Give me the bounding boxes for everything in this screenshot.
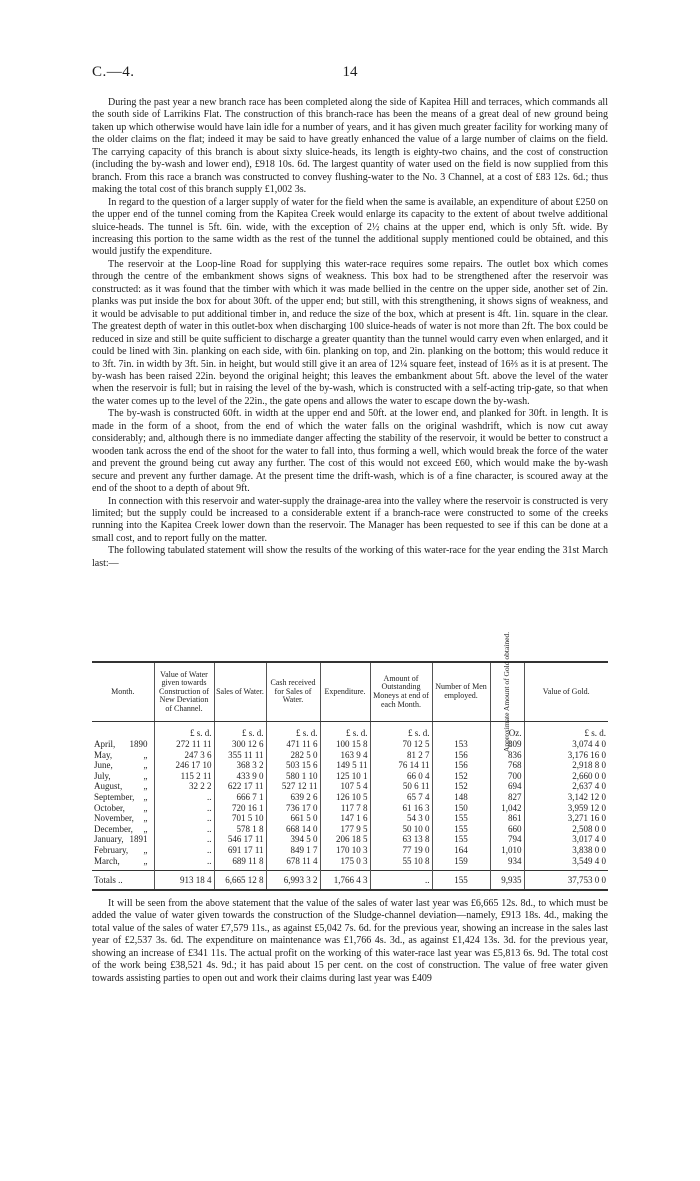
body-text-bottom [92,898,608,985]
paragraph-reservoir: The reservoir at the Loop-line Road for supplying this water-race requires some repairs. The outlet box which comes through the centre of the embankment shows signs of weakness. This box had to be strengthened after the reservoir was constructed: as it was found that the timber with which it was made bellied in the centre on the upper side, another set of 2in. planks was put inside the box for about 30ft. of the upper end; but still, with this strengthening, it shows signs of weakness, and it would be advisable to put additional timber in, and reduce the size of the box, which at present is 4ft. 1in. square in the clear. The greatest depth of water in this outlet-box when discharging 100 sluice-heads of water is not more than 2ft. The box could be reduced in size and still be quite sufficient to discharge a greater quantity than the tunnel would carry even when enlarged, and it could be lined with 3in. planking on each side, with 6in. planking on top, and 2in. planking on the bottom; this would reduce it to 3ft. 7in. in width by 3ft. 5in. in height, but would still give it an area of 12¼ square feet, instead of 16⅔ as it is at present. The by-wash has been raised 22in. beyond the original height; this leaves the embankment about 5ft. above the level of the water when the reservoir is full; but in raising the level of the by-wash, which is constructed with a self-acting trip-gate, so that when the water comes up to the level of the 22in., the gate opens and allows the water to escape down the by-wash. [92,258,608,407]
table-row [92,856,608,867]
cell-month [92,781,154,792]
header-gold-obtained-text: Approximate Amount of Gold obtained. [502,631,511,753]
cell-expenditure: 107 5 4 [320,781,370,792]
page-header [92,64,608,84]
table-row [92,760,608,771]
cell-gold-oz: 861 [490,813,524,824]
cell-month [92,845,154,856]
month-year: „ [143,791,148,802]
cell-value: 115 2 11 [154,771,214,782]
cell-expenditure: 147 1 6 [320,813,370,824]
unit-expenditure: £ s. d. [320,722,370,740]
cell-men: 152 [432,771,490,782]
table-row [92,845,608,856]
cell-outstanding: 61 16 3 [370,803,432,814]
month-year: „ [143,802,148,813]
totals-value: 913 18 4 [154,871,214,891]
cell-gold-oz: 700 [490,771,524,782]
cell-expenditure: 163 9 4 [320,750,370,761]
month-name: March, [94,855,120,866]
cell-value: .. [154,845,214,856]
cell-men: 156 [432,750,490,761]
cell-sales: 720 16 1 [214,803,266,814]
cell-cash: 394 5 0 [266,834,320,845]
cell-outstanding: 81 2 7 [370,750,432,761]
cell-men: 164 [432,845,490,856]
cell-cash: 503 15 6 [266,760,320,771]
month-name: February, [94,844,129,855]
cell-outstanding: 66 0 4 [370,771,432,782]
month-year: „ [143,781,148,792]
header-cash-received: Cash received for Sales of Water. [266,662,320,722]
cell-gold-value: 3,271 16 0 [524,813,608,824]
cell-gold-oz: 809 [490,739,524,750]
month-name: June, [94,760,113,771]
cell-cash: 668 14 0 [266,824,320,835]
totals-gold-oz: 9,935 [490,871,524,891]
unit-cash: £ s. d. [266,722,320,740]
cell-expenditure: 206 18 5 [320,834,370,845]
totals-row [92,871,608,891]
cell-gold-oz: 694 [490,781,524,792]
cell-outstanding: 63 13 8 [370,834,432,845]
unit-month [92,722,154,740]
table-row [92,803,608,814]
month-year: „ [143,760,148,771]
month-name: April, [94,739,116,749]
body-text-top [92,97,608,570]
totals-gold-value: 37,753 0 0 [524,871,608,891]
cell-cash: 736 17 0 [266,803,320,814]
cell-gold-oz: 836 [490,750,524,761]
cell-men: 156 [432,760,490,771]
month-year: „ [143,855,148,866]
cell-sales: 691 17 11 [214,845,266,856]
table-row [92,771,608,782]
cell-gold-value: 2,918 8 0 [524,760,608,771]
cell-outstanding: 54 3 0 [370,813,432,824]
month-year: „ [143,823,148,834]
unit-gold-value: £ s. d. [524,722,608,740]
table-row [92,834,608,845]
month-name: May, [94,749,113,760]
cell-men: 155 [432,834,490,845]
cell-value: .. [154,834,214,845]
cell-value: .. [154,792,214,803]
cell-month [92,792,154,803]
cell-month [92,803,154,814]
month-name: July, [94,770,111,781]
paragraph-table-intro: The following tabulated statement will show the results of the working of this water-race for the year ending the 31st March last:— [92,545,608,569]
month-name: October, [94,802,125,813]
cell-outstanding: 50 10 0 [370,824,432,835]
cell-value: 272 11 11 [154,739,214,750]
cell-value: 247 3 6 [154,750,214,761]
paragraph-larger-supply: In regard to the question of a larger supply of water for the field when the same is available, an expenditure of about £250 on the upper end of the tunnel coming from the Kapitea Creek would enlarge its capacity to the extent of about twelve additional sluice-heads. The tunnel is 5ft. 6in. wide, with the exception of 2½ chains at the upper end, which is only 5ft. wide. By increasing this portion to the same width as the rest of the tunnel the additional supply mentioned could be obtained, and this would justify the expenditure. [92,196,608,258]
cell-outstanding: 76 14 11 [370,760,432,771]
table-row [92,781,608,792]
header-men-employed: Number of Men employed. [432,662,490,722]
cell-cash: 661 5 0 [266,813,320,824]
paragraph-drainage-area: In connection with this reservoir and water-supply the drainage-area into the valley where the reservoir is constructed is very limited; but the supply could be increased to a considerable extent if a branch-race were constructed to some of the creeks running into the Kapitea Creek lower down than the reservoir. The Manager has been requested to see if this can be done at a small cost, and to report fully on the matter. [92,495,608,544]
cell-gold-value: 3,549 4 0 [524,856,608,867]
month-year: 1890 [129,739,148,749]
cell-sales: 666 7 1 [214,792,266,803]
cell-gold-value: 3,176 16 0 [524,750,608,761]
cell-expenditure: 125 10 1 [320,771,370,782]
cell-sales: 578 1 8 [214,824,266,835]
cell-sales: 689 11 8 [214,856,266,867]
cell-expenditure: 175 0 3 [320,856,370,867]
cell-men: 152 [432,781,490,792]
unit-gold-oz: Oz. [490,722,524,740]
cell-month [92,771,154,782]
cell-sales: 355 11 11 [214,750,266,761]
unit-men [432,722,490,740]
header-month: Month. [92,662,154,722]
table-row [92,792,608,803]
cell-gold-value: 3,838 0 0 [524,845,608,856]
header-outstanding-moneys: Amount of Outstanding Moneys at end of each Month. [370,662,432,722]
cell-month [92,750,154,761]
totals-expenditure: 1,766 4 3 [320,871,370,891]
cell-sales: 701 5 10 [214,813,266,824]
cell-gold-value: 3,142 12 0 [524,792,608,803]
totals-outstanding: .. [370,871,432,891]
cell-men: 153 [432,739,490,750]
paragraph-by-wash: The by-wash is constructed 60ft. in width at the upper end and 50ft. at the lower end, and planked for 30ft. in length. It is made in the form of a shoot, from the end of which the water falls on the original washdrift, which is now cut away considerably; and, although there is no immediate danger affecting the stability of the reservoir, it would be better to construct a wooden tank across the end of the shoot for the water to fall into, thus forming a well, which would break the force of the water and prevent the ground being cut away any further. The cost of this would not exceed £60, which would make the by-wash secure and prevent any further damage. At the present time the drift-wash, which is of a fine character, is scoured away at the end of the shoot to a depth of about 9ft. [92,408,608,495]
cell-value: .. [154,824,214,835]
cell-cash: 580 1 10 [266,771,320,782]
unit-sales: £ s. d. [214,722,266,740]
cell-gold-oz: 768 [490,760,524,771]
cell-gold-value: 2,508 0 0 [524,824,608,835]
water-race-statement-table [92,631,608,891]
month-year: „ [143,844,148,855]
table-row [92,750,608,761]
cell-cash: 527 12 11 [266,781,320,792]
cell-gold-oz: 934 [490,856,524,867]
totals-cash: 6,993 3 2 [266,871,320,891]
cell-men: 159 [432,856,490,867]
month-name: September, [94,791,135,802]
page-number: 14 [342,64,358,80]
paragraph-branch-race: During the past year a new branch race has been completed along the side of Kapitea Hill and terraces, which commands all the south side of Larrikins Flat. The construction of this branch-race has been the means of a great deal of new ground being taken up which otherwise would have lain idle for a number of years, and it has given much greater facility for working many of the older claims on the flat; indeed it may be said to have greatly enhanced the value of a large number of claims on the field. The carrying capacity of this branch is about sixty sluice-heads, its length is eighty-two chains, and the cost of construction (including the by-wash and lower end), £918 10s. 6d. The largest quantity of water used on the field is now supplied from this branch. From this race a branch was constructed to convey flushing-water to the No. 3 Channel, at a cost of £83 12s. 6d.; thus making the total cost of this branch supply £1,002 3s. [92,97,608,196]
cell-sales: 368 3 2 [214,760,266,771]
cell-month [92,834,154,845]
totals-men: 155 [432,871,490,891]
month-year: „ [143,770,148,781]
header-expenditure: Expenditure. [320,662,370,722]
cell-gold-value: 2,660 0 0 [524,771,608,782]
cell-expenditure: 170 10 3 [320,845,370,856]
month-name: August, [94,781,123,792]
table-row [92,813,608,824]
units-row [92,722,608,740]
unit-value: £ s. d. [154,722,214,740]
cell-value: .. [154,803,214,814]
cell-month [92,813,154,824]
cell-expenditure: 100 15 8 [320,739,370,750]
cell-cash: 282 5 0 [266,750,320,761]
cell-expenditure: 126 10 5 [320,792,370,803]
paragraph-summary: It will be seen from the above statement that the value of the sales of water last year was £6,665 12s. 8d., to which must be added the value of water given towards the construction of the Sludge-channel deviation—namely, £913 18s. 4d., making the total value of the sales of water £7,579 11s., as against £5,042 7s. 6d. for the previous year, showing an increase in the sales last year of £2,537 3s. 6d. The expenditure on maintenance was £1,766 4s. 3d., as against £1,424 13s. 3d. for the previous year, showing an increase of £341 11s. The actual profit on the working of this water-race last year was £5,813 6s. 9d. The total cost of the work being £38,521 4s. 9d.; it has paid about 15 per cent. on the cost of construction. The value of free water given towards assisting parties to open out and work their claims during last year was £409 [92,898,608,984]
cell-gold-value: 3,017 4 0 [524,834,608,845]
cell-value: 32 2 2 [154,781,214,792]
cell-expenditure: 149 5 11 [320,760,370,771]
cell-men: 148 [432,792,490,803]
document-reference: C.—4. [92,64,135,80]
cell-gold-oz: 660 [490,824,524,835]
cell-value: .. [154,813,214,824]
cell-cash: 678 11 4 [266,856,320,867]
cell-sales: 546 17 11 [214,834,266,845]
table-header-row [92,662,608,722]
cell-month [92,739,154,750]
cell-gold-oz: 1,042 [490,803,524,814]
cell-outstanding: 70 12 5 [370,739,432,750]
cell-outstanding: 65 7 4 [370,792,432,803]
cell-cash: 471 11 6 [266,739,320,750]
header-value-of-gold: Value of Gold. [524,662,608,722]
cell-men: 150 [432,803,490,814]
month-year: „ [143,813,148,824]
unit-outstanding: £ s. d. [370,722,432,740]
cell-gold-value: 3,074 4 0 [524,739,608,750]
cell-men: 155 [432,824,490,835]
cell-value: 246 17 10 [154,760,214,771]
cell-gold-oz: 827 [490,792,524,803]
totals-label: Totals .. [92,871,154,891]
cell-gold-oz: 1,010 [490,845,524,856]
cell-outstanding: 55 10 8 [370,856,432,867]
cell-month [92,824,154,835]
cell-sales: 300 12 6 [214,739,266,750]
cell-month [92,856,154,867]
cell-gold-value: 3,959 12 0 [524,803,608,814]
cell-gold-oz: 794 [490,834,524,845]
cell-cash: 849 1 7 [266,845,320,856]
cell-month [92,760,154,771]
header-value-water-given: Value of Water given towards Construction of New Deviation of Channel. [154,662,214,722]
cell-sales: 622 17 11 [214,781,266,792]
totals-sales: 6,665 12 8 [214,871,266,891]
cell-expenditure: 177 9 5 [320,824,370,835]
month-name: January, [94,834,124,845]
cell-cash: 639 2 6 [266,792,320,803]
cell-expenditure: 117 7 8 [320,803,370,814]
cell-gold-value: 2,637 4 0 [524,781,608,792]
cell-outstanding: 77 19 0 [370,845,432,856]
month-year: „ [143,749,148,760]
header-sales-of-water: Sales of Water. [214,662,266,722]
cell-outstanding: 50 6 11 [370,781,432,792]
month-year: 1891 [129,834,148,845]
table-row [92,739,608,750]
table-row [92,824,608,835]
month-name: December, [94,823,133,834]
cell-men: 155 [432,813,490,824]
cell-value: .. [154,856,214,867]
month-name: November, [94,813,134,824]
cell-sales: 433 9 0 [214,771,266,782]
